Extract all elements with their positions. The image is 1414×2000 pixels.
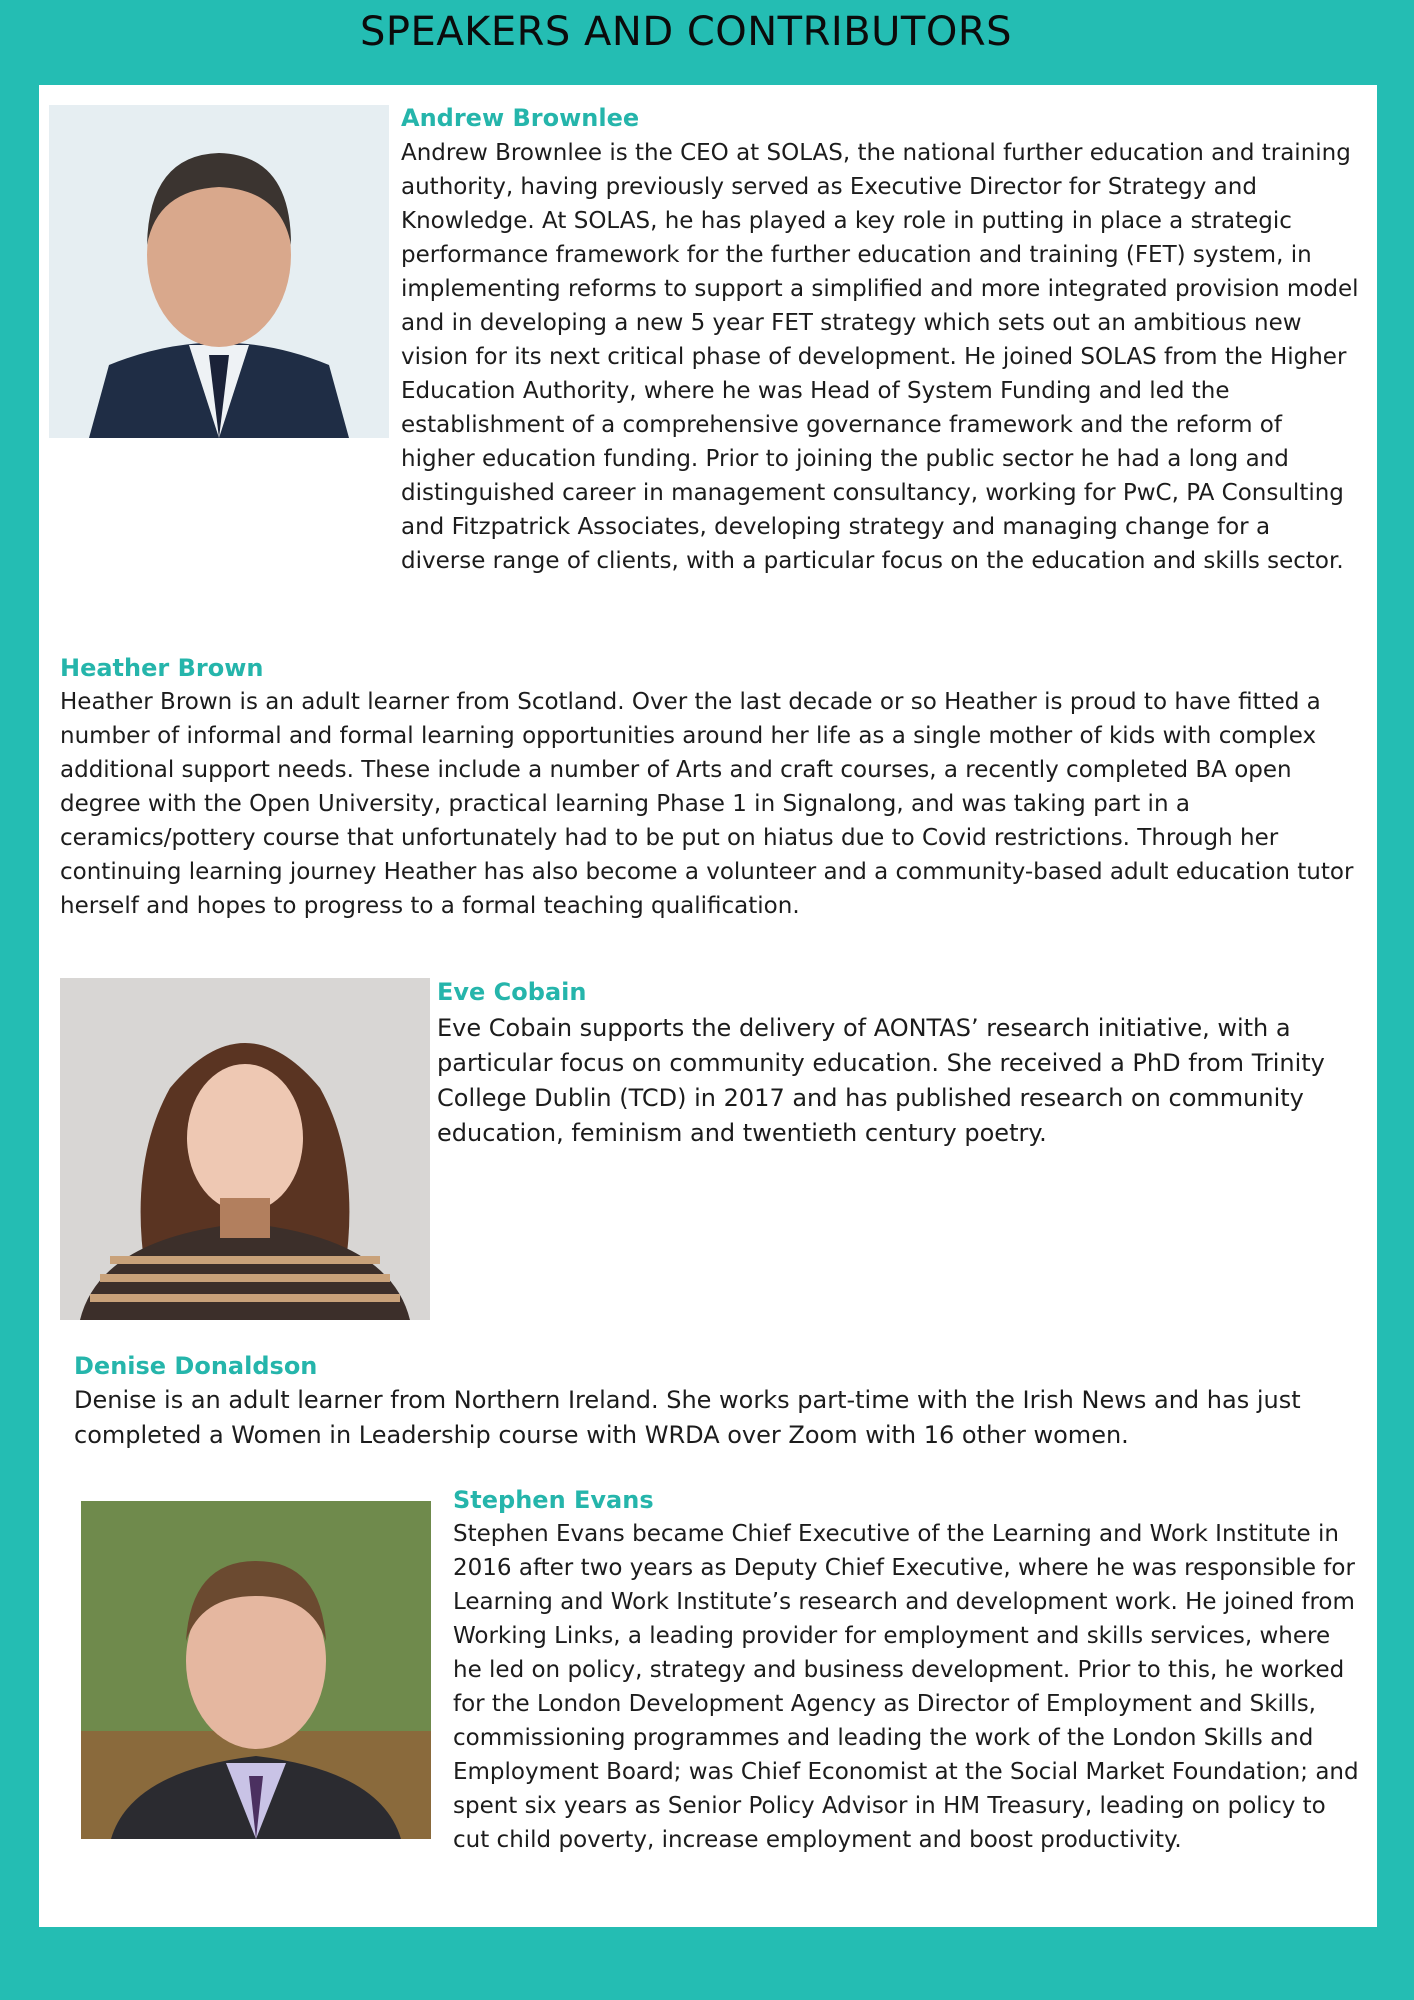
speaker-bio: Andrew Brownlee is the CEO at SOLAS, the national further education and training authority, having previously served as Executive Director for Strategy and Knowledge. At SOLAS, he has played a key role in putting in place a strategic performance framework for the further education and training (FET) system, in implementing reforms to support a simplified and more integrated provision model and in developing a new 5 year FET strategy which sets out an ambitious new vision for its next critical phase of development. He joined SOLAS from the Higher Education Authority, where he was Head of System Funding and led the establishment of a comprehensive governance framework and the reform of higher education funding. Prior to joining the public sector he had a long and distinguished career in management consultancy, working for PwC, PA Consulting and Fitzpatrick Associates, developing strategy and managing change for a diverse range of clients, with a particular focus on the education and skills sector. [401, 140, 1359, 574]
page-title: SPEAKERS AND CONTRIBUTORS [359, 9, 1013, 55]
speaker-name: Eve Cobain [437, 978, 587, 1006]
speaker-bio: Heather Brown is an adult learner from Scotland. Over the last decade or so Heather is proud to have fitted a number of informal and formal learning opportunities around her life as a single mother of kids with complex additional support needs. These include a number of Arts and craft courses, a recently completed BA open degree with the Open University, practical learning Phase 1 in Signalong, and was taking part in a ceramics/pottery course that unfortunately had to be put on hiatus due to Covid restrictions. Through her continuing learning journey Heather has also become a volunteer and a community-based adult education tutor herself and hopes to progress to a formal teaching qualification. [60, 689, 1354, 919]
speaker-name: Andrew Brownlee [401, 104, 640, 132]
speaker-bio: Stephen Evans became Chief Executive of the Learning and Work Institute in 2016 after two years as Deputy Chief Executive, where he was responsible for Learning and Work Institute’s research and development work. He joined from Working Links, a leading provider for employment and skills services, where he led on policy, strategy and business development. Prior to this, he worked for the London Development Agency as Director of Employment and Skills, commissioning programmes and leading the work of the London Skills and Employment Board; was Chief Economist at the Social Market Foundation; and spent six years as Senior Policy Advisor in HM Treasury, leading on policy to cut child poverty, increase employment and boost productivity. [453, 1521, 1359, 1853]
speaker-name: Denise Donaldson [74, 1352, 318, 1380]
speaker-photo-andrew-brownlee [49, 105, 389, 438]
speaker-bio: Eve Cobain supports the delivery of AONTAS’ research initiative, with a particular focus on community education. She received a PhD from Trinity College Dublin (TCD) in 2017 and has published research on community education, feminism and twentieth century poetry. [437, 1014, 1325, 1147]
content-panel [39, 85, 1377, 1927]
speaker-bio: Denise is an adult learner from Northern Ireland. She works part-time with the Irish News and has just completed a Women in Leadership course with WRDA over Zoom with 16 other women. [74, 1386, 1301, 1449]
speaker-name: Stephen Evans [453, 1486, 654, 1514]
speaker-name: Heather Brown [60, 654, 264, 682]
speaker-photo-eve-cobain [60, 978, 430, 1320]
speaker-photo-stephen-evans [81, 1501, 431, 1839]
